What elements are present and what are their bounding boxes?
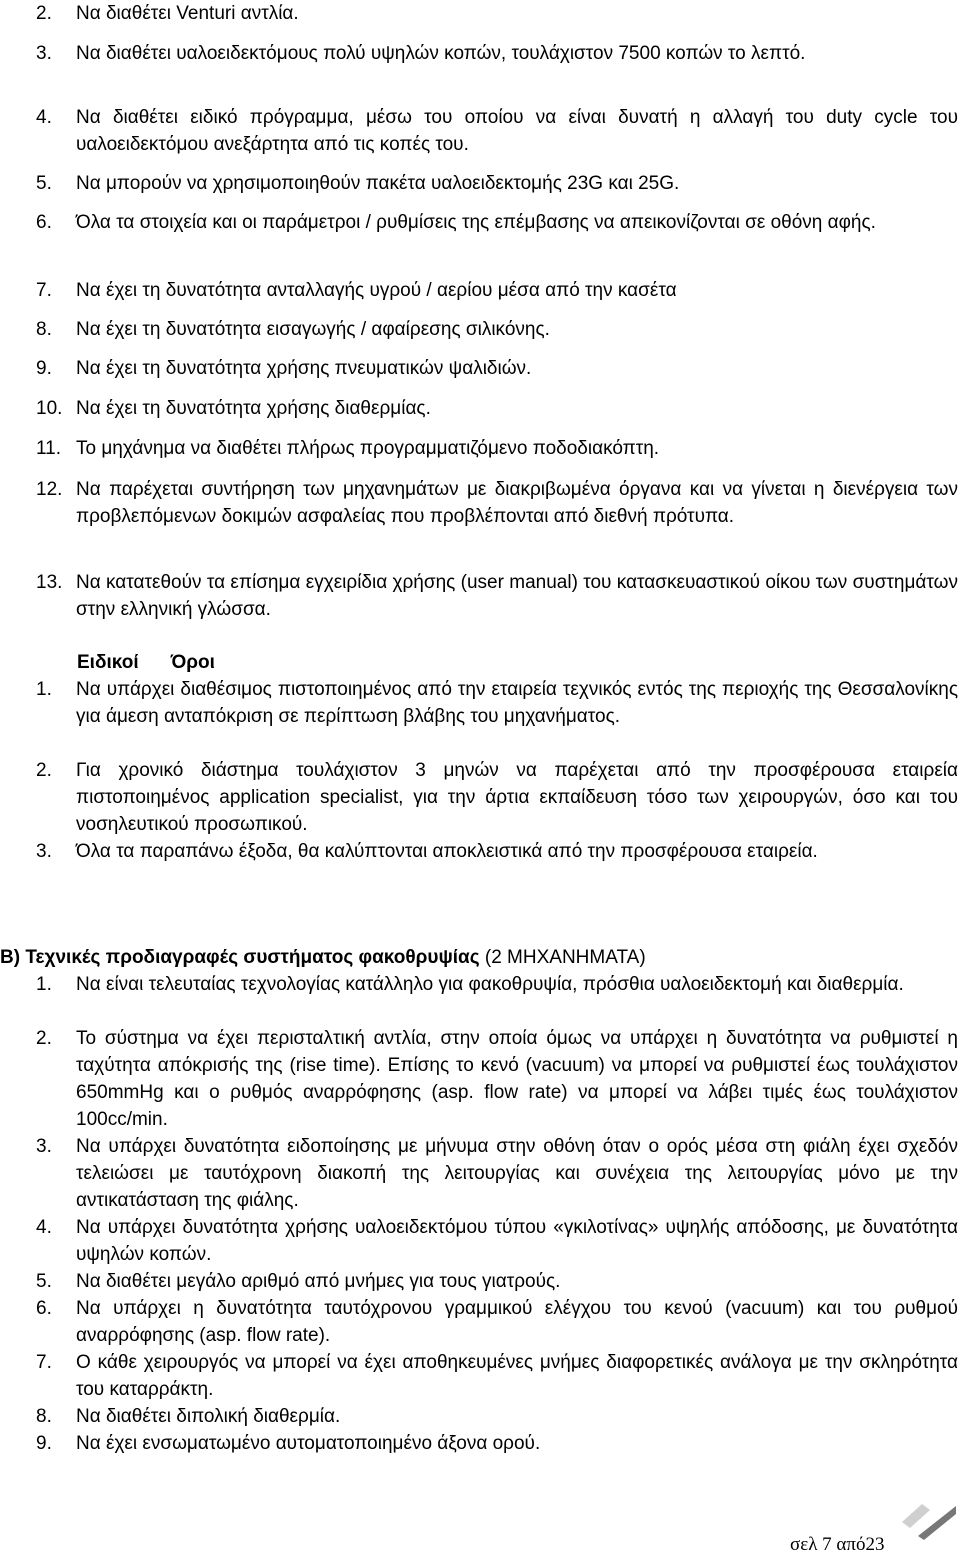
list-item (36, 277, 958, 304)
list-item (36, 316, 958, 343)
list-item (36, 355, 958, 382)
item-number: 7. (36, 1352, 52, 1373)
list-item (36, 104, 958, 158)
item-number: 5. (36, 173, 52, 194)
item-text: Το σύστημα να έχει περισταλτική αντλία, στην οποία όμως να υπάρχει η δυνατότητα να ρυθμιστεί η ταχύτητα απόκρισής της (rise time). Επίσης το κενό (vacuum) να μπορεί να ρυθμιστεί έως τουλάχιστον 650mmHg και ο ρυθμός αναρρόφησης (asp. flow rate) να μπορεί να λάβει τιμές έως τουλάχιστον 100cc/min. (76, 1028, 958, 1130)
list-item (36, 676, 958, 730)
item-text: Να διαθέτει μεγάλο αριθμό από μνήμες για τους γιατρούς. (76, 1271, 561, 1292)
item-number: 1. (36, 679, 52, 700)
item-text: Να διαθέτει Venturi αντλία. (76, 3, 299, 24)
list-item (36, 435, 958, 462)
item-text: Να υπάρχει δυνατότητα χρήσης υαλοειδεκτόμου τύπου «γκιλοτίνας» υψηλής απόδοσης, με δυνατότητα υψηλών κοπών. (76, 1217, 958, 1265)
item-text: Όλα τα στοιχεία και οι παράμετροι / ρυθμίσεις της επέμβασης να απεικονίζονται σε οθόνη αφής. (76, 212, 876, 233)
item-number: 8. (36, 319, 52, 340)
item-text: Να υπάρχει διαθέσιμος πιστοποιημένος από την εταιρεία τεχνικός εντός της περιοχής της Θεσσαλονίκης για άμεση ανταπόκριση σε περίπτωση βλάβης του μηχανήματος. (76, 679, 958, 727)
item-number: 3. (36, 43, 52, 64)
list-item (36, 1214, 958, 1268)
item-text: Να έχει τη δυνατότητα εισαγωγής / αφαίρεσης σιλικόνης. (76, 319, 550, 340)
list-item (36, 1430, 958, 1457)
item-number: 9. (36, 1433, 52, 1454)
item-text: Να έχει ενσωματωμένο αυτοματοποιημένο άξονα ορού. (76, 1433, 541, 1454)
list-item (36, 1295, 958, 1349)
heading-word-2: Όροι (170, 652, 215, 673)
item-number: 3. (36, 841, 52, 862)
list-item (36, 209, 958, 236)
list-item (36, 1025, 958, 1133)
section-b-title-rest: (2 ΜΗΧΑΝΗΜΑΤΑ) (479, 947, 646, 968)
item-number: 8. (36, 1406, 52, 1427)
item-text: Ο κάθε χειρουργός να μπορεί να έχει αποθηκευμένες μνήμες διαφορετικές ανάλογα με την σκληρότητα του καταρράκτη. (76, 1352, 958, 1400)
item-number: 4. (36, 1217, 52, 1238)
item-text: Να διαθέτει υαλοειδεκτόμους πολύ υψηλών κοπών, τουλάχιστον 7500 κοπών το λεπτό. (76, 43, 806, 64)
item-number: 2. (36, 760, 52, 781)
item-text: Να έχει τη δυνατότητα χρήσης πνευματικών ψαλιδιών. (76, 358, 532, 379)
item-number: 2. (36, 1028, 52, 1049)
item-text: Να παρέχεται συντήρηση των μηχανημάτων με διακριβωμένα όργανα και να γίνεται η διενέργεια των προβλεπόμενων δοκιμών ασφαλείας που προβλέπονται από διεθνή πρότυπα. (76, 479, 958, 527)
item-number: 2. (36, 3, 52, 24)
list-item (36, 170, 958, 197)
item-number: 5. (36, 1271, 52, 1292)
item-text: Το μηχάνημα να διαθέτει πλήρως προγραμματιζόμενο ποδοδιακόπτη. (76, 438, 660, 459)
item-text: Να έχει τη δυνατότητα ανταλλαγής υγρού / αερίου μέσα από την κασέτα (76, 280, 677, 301)
item-text: Να διαθέτει ειδικό πρόγραμμα, μέσω του οποίου να είναι δυνατή η αλλαγή του duty cycle του υαλοειδεκτόμου ανεξάρτητα από τις κοπές του. (76, 107, 958, 155)
section-b-title-bold: Β) Τεχνικές προδιαγραφές συστήματος φακοθρυψίας (0, 947, 480, 968)
item-number: 1. (36, 974, 52, 995)
item-number: 6. (36, 1298, 52, 1319)
item-number: 9. (36, 358, 52, 379)
list-item (36, 1403, 958, 1430)
list-item (36, 569, 958, 623)
list-item (36, 838, 958, 865)
list-item (36, 395, 958, 422)
item-text: Για χρονικό διάστημα τουλάχιστον 3 μηνών να παρέχεται από την προσφέρουσα εταιρεία πιστοποιημένος application specialist, για την άρτια εκπαίδευση τόσο των χειρουργών, όσο και του νοσηλευτικού προσωπικού. (76, 760, 958, 835)
item-number: 10. (36, 398, 63, 419)
item-text: Να είναι τελευταίας τεχνολογίας κατάλληλο για φακοθρυψία, πρόσθια υαλοειδεκτομή και διαθερμία. (76, 974, 904, 995)
list-item (36, 971, 958, 998)
item-number: 7. (36, 280, 52, 301)
list-item (36, 1268, 958, 1295)
list-item (36, 0, 958, 27)
list-item (36, 476, 958, 530)
item-text: Να διαθέτει διπολική διαθερμία. (76, 1406, 341, 1427)
item-number: 6. (36, 212, 52, 233)
heading-word-1: Ειδικοί (77, 652, 139, 673)
list-item (36, 40, 958, 67)
item-number: 13. (36, 572, 63, 593)
item-number: 4. (36, 107, 52, 128)
list-item (36, 1349, 958, 1403)
item-number: 11. (36, 438, 62, 459)
item-text: Να έχει τη δυνατότητα χρήσης διαθερμίας. (76, 398, 431, 419)
item-number: 12. (36, 479, 63, 500)
section-b-title (0, 944, 646, 971)
list-item (36, 757, 958, 838)
item-number: 3. (36, 1136, 52, 1157)
item-text: Να μπορούν να χρησιμοποιηθούν πακέτα υαλοειδεκτομής 23G και 25G. (76, 173, 680, 194)
document-logo-icon (900, 1500, 958, 1540)
special-terms-heading (77, 649, 215, 676)
item-text: Να κατατεθούν τα επίσημα εγχειρίδια χρήσης (user manual) του κατασκευαστικού οίκου των συστημάτων στην ελληνική γλώσσα. (76, 572, 958, 620)
list-item (36, 1133, 958, 1214)
item-text: Όλα τα παραπάνω έξοδα, θα καλύπτονται αποκλειστικά από την προσφέρουσα εταιρεία. (76, 841, 818, 862)
logo-light-shape (902, 1504, 930, 1528)
page-number: σελ 7 από23 (790, 1534, 885, 1555)
item-text: Να υπάρχει δυνατότητα ειδοποίησης με μήνυμα στην οθόνη όταν ο ορός μέσα στη φιάλη έχει σχεδόν τελειώσει με ταυτόχρονη διακοπή της λειτουργίας και συνέχεια της λειτουργίας μόνο με την αντικατάσταση της φιάλης. (76, 1136, 958, 1211)
item-text: Να υπάρχει η δυνατότητα ταυτόχρονου γραμμικού ελέγχου του κενού (vacuum) και του ρυθμού αναρρόφησης (asp. flow rate). (76, 1298, 958, 1346)
